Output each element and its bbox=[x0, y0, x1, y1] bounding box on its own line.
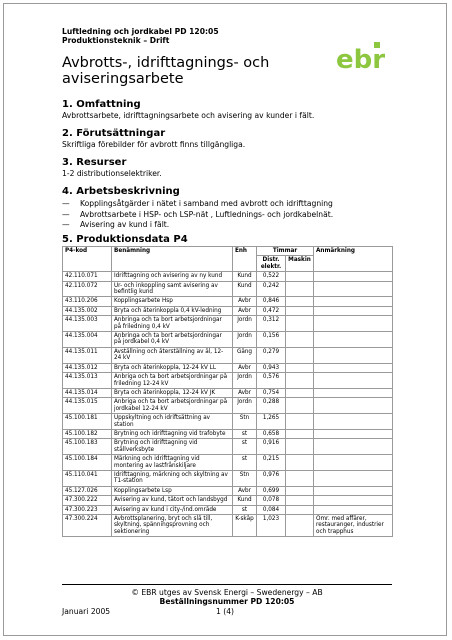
cell-dist-hours: 0,576 bbox=[257, 373, 286, 389]
cell-dist-hours: 0,288 bbox=[257, 398, 286, 414]
cell-dist-hours: 0,078 bbox=[257, 496, 286, 505]
table-row bbox=[63, 388, 393, 397]
cell-machine-hours bbox=[286, 388, 314, 397]
cell-name: Avställning och återställning av äl, 12-24 kV bbox=[112, 347, 233, 363]
cell-name: Brytning och idrifttagning vid ställverksbyte bbox=[112, 439, 233, 455]
cell-code: 47.300.224 bbox=[63, 515, 112, 537]
cell-unit: Stn bbox=[233, 470, 257, 486]
cell-dist-hours: 0,943 bbox=[257, 363, 286, 372]
cell-note bbox=[314, 505, 393, 514]
section-heading-produktionsdata: 5. Produktionsdata P4 bbox=[62, 234, 188, 245]
table-row bbox=[63, 316, 393, 332]
cell-name: Ur- och inkoppling samt avisering av befintlig kund bbox=[112, 281, 233, 297]
cell-unit: Jordn bbox=[233, 373, 257, 389]
column-header-name: Benämning bbox=[112, 247, 233, 272]
table-row bbox=[63, 486, 393, 495]
header-document-title: Luftledning och jordkabel PD 120:05 bbox=[62, 27, 219, 36]
table-row bbox=[63, 373, 393, 389]
cell-unit: Avbr bbox=[233, 486, 257, 495]
table-row bbox=[63, 455, 393, 471]
cell-name: Kopplingsarbete Hsp bbox=[112, 297, 233, 306]
cell-name: Bryta och återinkoppla, 12-24 kV JK bbox=[112, 388, 233, 397]
cell-note bbox=[314, 496, 393, 505]
column-header-machine: Maskin bbox=[286, 256, 314, 272]
cell-note bbox=[314, 347, 393, 363]
cell-dist-hours: 0,522 bbox=[257, 272, 286, 281]
cell-code: 44.135.011 bbox=[63, 347, 112, 363]
cell-code: 45.110.041 bbox=[63, 470, 112, 486]
cell-unit: Avbr bbox=[233, 363, 257, 372]
cell-unit: Jordn bbox=[233, 398, 257, 414]
cell-dist-hours: 0,279 bbox=[257, 347, 286, 363]
cell-machine-hours bbox=[286, 297, 314, 306]
section-heading-arbetsbeskrivning: 4. Arbetsbeskrivning bbox=[62, 186, 180, 197]
column-header-note: Anmärkning bbox=[314, 247, 393, 272]
cell-unit: st bbox=[233, 429, 257, 438]
footer-order-number: Beställningsnummer PD 120:05 bbox=[159, 597, 295, 606]
cell-dist-hours: 0,472 bbox=[257, 306, 286, 315]
table-row bbox=[63, 515, 393, 537]
table-body bbox=[63, 272, 393, 537]
cell-machine-hours bbox=[286, 439, 314, 455]
ebr-logo bbox=[336, 40, 394, 72]
cell-code: 44.135.002 bbox=[63, 306, 112, 315]
cell-code: 42.110.071 bbox=[63, 272, 112, 281]
cell-unit: st bbox=[233, 505, 257, 514]
cell-note bbox=[314, 297, 393, 306]
arbetsbeskrivning-list bbox=[62, 199, 333, 231]
section-heading-forutsattningar: 2. Förutsättningar bbox=[62, 128, 166, 139]
section-text-resurser: 1-2 distributionselektriker. bbox=[62, 169, 162, 178]
list-item: — Avbrottsarbete i HSP- och LSP-nät , Luftlednings- och jordkabelnät. bbox=[62, 210, 333, 221]
cell-machine-hours bbox=[286, 455, 314, 471]
footer-date: Januari 2005 bbox=[62, 607, 111, 616]
cell-unit: Gång bbox=[233, 347, 257, 363]
cell-code: 42.110.072 bbox=[63, 281, 112, 297]
cell-unit: Kund bbox=[233, 272, 257, 281]
cell-machine-hours bbox=[286, 363, 314, 372]
cell-name: Bryta och återinkoppla, 12-24 kV LL bbox=[112, 363, 233, 372]
cell-dist-hours: 1,265 bbox=[257, 414, 286, 430]
cell-code: 44.135.003 bbox=[63, 316, 112, 332]
cell-unit: Stn bbox=[233, 414, 257, 430]
cell-note bbox=[314, 388, 393, 397]
cell-note bbox=[314, 439, 393, 455]
production-data-table bbox=[62, 246, 393, 537]
cell-name: Avisering av kund, tätort och landsbygd bbox=[112, 496, 233, 505]
cell-unit: Avbr bbox=[233, 297, 257, 306]
cell-machine-hours bbox=[286, 281, 314, 297]
cell-machine-hours bbox=[286, 515, 314, 537]
cell-note bbox=[314, 470, 393, 486]
cell-code: 44.135.004 bbox=[63, 332, 112, 348]
cell-note bbox=[314, 316, 393, 332]
cell-dist-hours: 0,312 bbox=[257, 316, 286, 332]
cell-machine-hours bbox=[286, 306, 314, 315]
cell-unit: Kund bbox=[233, 496, 257, 505]
cell-machine-hours bbox=[286, 332, 314, 348]
column-header-dist: Distr. elektr. bbox=[257, 256, 286, 272]
cell-name: Anbringa och ta bort arbetsjordningar på friledning 0,4 kV bbox=[112, 316, 233, 332]
cell-machine-hours bbox=[286, 470, 314, 486]
cell-dist-hours: 0,916 bbox=[257, 439, 286, 455]
cell-machine-hours bbox=[286, 429, 314, 438]
column-header-unit: Enh bbox=[233, 247, 257, 272]
section-heading-resurser: 3. Resurser bbox=[62, 157, 127, 168]
footer-page-number: 1 (4) bbox=[216, 607, 235, 616]
cell-name: Avbrottsplanering, bryt och slå till, skyltning, spänningsprovning och sektionering bbox=[112, 515, 233, 537]
cell-machine-hours bbox=[286, 398, 314, 414]
column-header-hours: Timmar bbox=[257, 247, 314, 256]
cell-dist-hours: 0,976 bbox=[257, 470, 286, 486]
section-heading-omfattning: 1. Omfattning bbox=[62, 99, 141, 110]
cell-name: Uppskyltning och idriftsättning av station bbox=[112, 414, 233, 430]
table-row bbox=[63, 429, 393, 438]
table-row bbox=[63, 272, 393, 281]
cell-code: 44.135.014 bbox=[63, 388, 112, 397]
cell-code: 44.135.015 bbox=[63, 398, 112, 414]
cell-dist-hours: 0,084 bbox=[257, 505, 286, 514]
cell-name: Märkning och idrifttagning vid montering av lastfrånskiljare bbox=[112, 455, 233, 471]
footer-rule bbox=[62, 584, 392, 585]
list-item: — Kopplingsåtgärder i nätet i samband med avbrott och idrifttagning bbox=[62, 199, 333, 210]
cell-name: Idrifttagning, märkning och skyltning av T1-station bbox=[112, 470, 233, 486]
table-row bbox=[63, 297, 393, 306]
cell-note bbox=[314, 398, 393, 414]
table-row bbox=[63, 363, 393, 372]
cell-name: Anbriga och ta bort arbetsjordningar på jordkabel 12-24 kV bbox=[112, 398, 233, 414]
cell-code: 47.300.222 bbox=[63, 496, 112, 505]
cell-machine-hours bbox=[286, 272, 314, 281]
table-header-row bbox=[63, 247, 393, 256]
header-department: Produktionsteknik – Drift bbox=[62, 36, 170, 45]
table-row bbox=[63, 281, 393, 297]
cell-name: Anbringa och ta bort arbetsjordningar på jordkabel 0,4 kV bbox=[112, 332, 233, 348]
cell-name: Idrifttagning och avisering av ny kund bbox=[112, 272, 233, 281]
cell-code: 45.100.183 bbox=[63, 439, 112, 455]
cell-dist-hours: 0,658 bbox=[257, 429, 286, 438]
cell-unit: K-skåp bbox=[233, 515, 257, 537]
cell-name: Bryta och återinkoppla 0,4 kV-ledning bbox=[112, 306, 233, 315]
footer-publisher: © EBR utges av Svensk Energi – Swedenergy – AB bbox=[131, 588, 323, 597]
cell-name: Anbriga och ta bort arbetsjordningar på friledning 12-24 kV bbox=[112, 373, 233, 389]
cell-code: 43.110.206 bbox=[63, 297, 112, 306]
section-text-forutsattningar: Skriftliga förebilder för avbrott finns tillgängliga. bbox=[62, 140, 246, 149]
cell-dist-hours: 0,215 bbox=[257, 455, 286, 471]
cell-dist-hours: 0,846 bbox=[257, 297, 286, 306]
table-row bbox=[63, 496, 393, 505]
table-row bbox=[63, 332, 393, 348]
cell-note bbox=[314, 455, 393, 471]
table-row bbox=[63, 347, 393, 363]
cell-note bbox=[314, 363, 393, 372]
cell-unit: Jordn bbox=[233, 332, 257, 348]
cell-machine-hours bbox=[286, 373, 314, 389]
cell-note bbox=[314, 429, 393, 438]
cell-unit: st bbox=[233, 455, 257, 471]
page-title: Avbrotts-, idrifttagnings- och aviseringsarbete bbox=[62, 55, 270, 87]
cell-note bbox=[314, 272, 393, 281]
table-row bbox=[63, 439, 393, 455]
cell-code: 44.135.013 bbox=[63, 373, 112, 389]
column-header-code: P4-kod bbox=[63, 247, 112, 272]
cell-unit: Jordn bbox=[233, 316, 257, 332]
cell-machine-hours bbox=[286, 414, 314, 430]
cell-dist-hours: 0,754 bbox=[257, 388, 286, 397]
cell-unit: Avbr bbox=[233, 306, 257, 315]
logo-text: ebr bbox=[336, 45, 386, 72]
cell-name: Brytning och idrifttagning vid trafobyte bbox=[112, 429, 233, 438]
cell-code: 45.127.026 bbox=[63, 486, 112, 495]
cell-code: 45.100.181 bbox=[63, 414, 112, 430]
cell-machine-hours bbox=[286, 347, 314, 363]
cell-machine-hours bbox=[286, 316, 314, 332]
cell-code: 44.135.012 bbox=[63, 363, 112, 372]
cell-dist-hours: 0,242 bbox=[257, 281, 286, 297]
cell-unit: Avbr bbox=[233, 388, 257, 397]
cell-code: 45.100.182 bbox=[63, 429, 112, 438]
section-text-omfattning: Avbrottsarbete, idrifttagningsarbete och avisering av kunder i fält. bbox=[62, 111, 315, 120]
cell-note bbox=[314, 332, 393, 348]
cell-machine-hours bbox=[286, 486, 314, 495]
cell-unit: Kund bbox=[233, 281, 257, 297]
cell-dist-hours: 1,023 bbox=[257, 515, 286, 537]
cell-dist-hours: 0,699 bbox=[257, 486, 286, 495]
table-row bbox=[63, 505, 393, 514]
cell-machine-hours bbox=[286, 505, 314, 514]
cell-dist-hours: 0,156 bbox=[257, 332, 286, 348]
table-row bbox=[63, 470, 393, 486]
table-row bbox=[63, 306, 393, 315]
list-item: — Avisering av kund i fält. bbox=[62, 220, 333, 231]
cell-code: 45.100.184 bbox=[63, 455, 112, 471]
cell-unit: st bbox=[233, 439, 257, 455]
cell-note bbox=[314, 306, 393, 315]
cell-note bbox=[314, 281, 393, 297]
cell-note bbox=[314, 373, 393, 389]
cell-note bbox=[314, 414, 393, 430]
cell-note bbox=[314, 486, 393, 495]
cell-note: Omr. med affärer, restauranger, industrier och trapphus bbox=[314, 515, 393, 537]
cell-name: Avisering av kund i city-/ind.område bbox=[112, 505, 233, 514]
table-row bbox=[63, 398, 393, 414]
cell-name: Kopplingsarbete Lsp bbox=[112, 486, 233, 495]
cell-machine-hours bbox=[286, 496, 314, 505]
cell-code: 47.300.223 bbox=[63, 505, 112, 514]
table-row bbox=[63, 414, 393, 430]
